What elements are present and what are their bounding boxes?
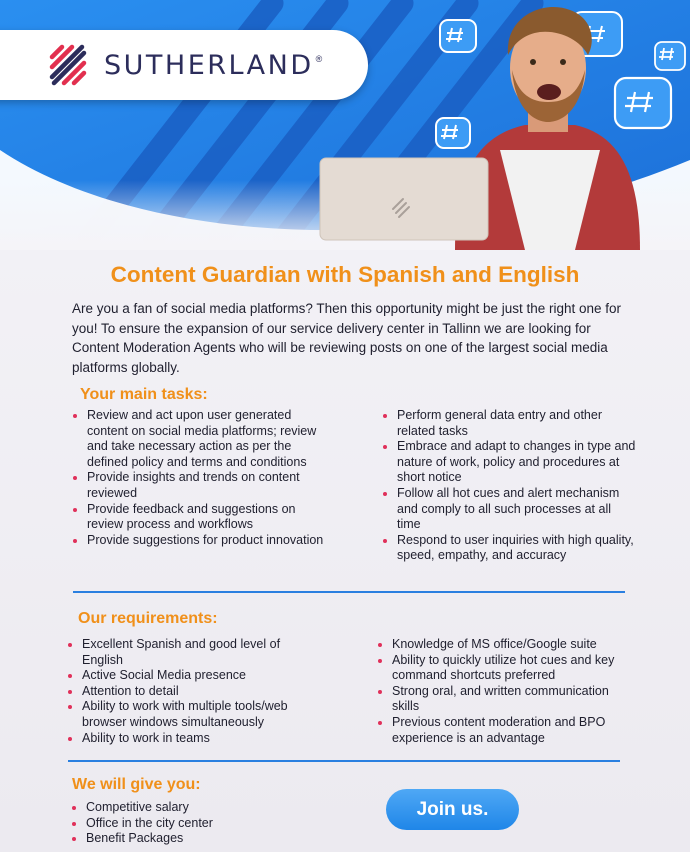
- list-item: Provide feedback and suggestions on review process and workflows: [71, 502, 326, 533]
- job-title: Content Guardian with Spanish and English: [110, 262, 580, 287]
- requirements-list-left: [66, 637, 316, 746]
- section-divider: [73, 591, 625, 593]
- section-divider: [68, 760, 620, 762]
- benefits-list: [70, 800, 310, 847]
- list-item: Follow all hot cues and alert mechanism and comply to all such processes at all time: [381, 486, 636, 533]
- brand-name: SUTHERLAND: [104, 49, 314, 81]
- job-intro: Are you a fan of social media platforms? Then this opportunity might be just the right one for you! To ensure the expansion of our service delivery center in Tallinn we are looking for Content Moderation Agents who will be reviewing posts on one of the largest social media platforms globally.: [72, 301, 622, 375]
- join-us-button[interactable]: Join us.: [386, 789, 519, 830]
- requirements-list-right: [376, 637, 636, 746]
- sutherland-logo-icon: [46, 43, 90, 87]
- list-item: Respond to user inquiries with high quality, speed, empathy, and accuracy: [381, 533, 636, 564]
- list-item: Provide insights and trends on content reviewed: [71, 470, 326, 501]
- list-item: Knowledge of MS office/Google suite: [376, 637, 636, 653]
- list-item: Benefit Packages: [70, 831, 310, 847]
- list-item: Office in the city center: [70, 816, 310, 832]
- trademark-symbol: ®: [315, 54, 323, 64]
- list-item: Active Social Media presence: [66, 668, 316, 684]
- list-item: Previous content moderation and BPO experience is an advantage: [376, 715, 636, 746]
- hero-banner: [0, 0, 690, 250]
- benefits-heading: We will give you:: [72, 776, 201, 793]
- list-item: Provide suggestions for product innovation: [71, 533, 326, 549]
- list-item: Embrace and adapt to changes in type and nature of work, policy and procedures at short notice: [381, 439, 636, 486]
- tasks-list-right: [381, 408, 636, 564]
- tasks-heading: Your main tasks:: [80, 386, 208, 403]
- list-item: Ability to quickly utilize hot cues and key command shortcuts preferred: [376, 653, 636, 684]
- list-item: Perform general data entry and other related tasks: [381, 408, 636, 439]
- list-item: Excellent Spanish and good level of English: [66, 637, 316, 668]
- list-item: Competitive salary: [70, 800, 310, 816]
- laptop-icon: [320, 158, 488, 240]
- list-item: Ability to work in teams: [66, 731, 316, 747]
- tasks-list-left: [71, 408, 326, 548]
- brand-logo: [0, 30, 368, 100]
- list-item: Ability to work with multiple tools/web browser windows simultaneously: [66, 699, 316, 730]
- requirements-heading: Our requirements:: [78, 610, 218, 627]
- list-item: Review and act upon user generated content on social media platforms; review and take necessary action as per the defined policy and terms and conditions: [71, 408, 326, 470]
- list-item: Strong oral, and written communication skills: [376, 684, 636, 715]
- list-item: Attention to detail: [66, 684, 316, 700]
